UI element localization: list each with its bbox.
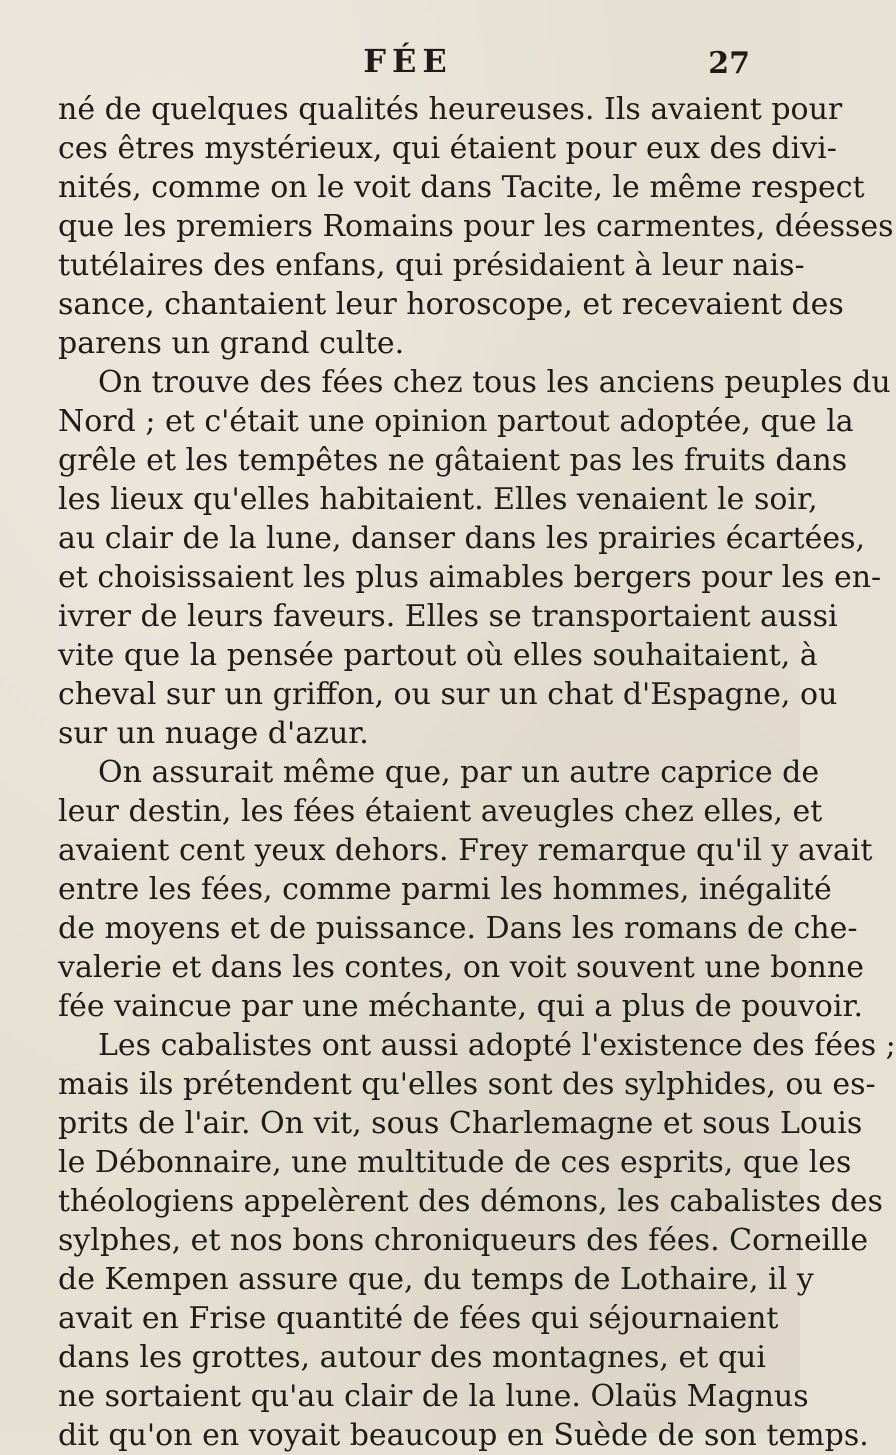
text-line: sylphes, et nos bons chroniqueurs des fées. Corneille [58,1223,869,1258]
text-line: vite que la pensée partout où elles souhaitaient, à [58,638,818,673]
text-line: On assurait même que, par un autre caprice de [98,755,820,790]
text-line: Les cabalistes ont aussi adopté l'existence des fées ; [98,1028,896,1063]
text-line: entre les fées, comme parmi les hommes, inégalité [58,872,832,907]
text-line: avait en Frise quantité de fées qui séjournaient [58,1301,779,1336]
text-line: prits de l'air. On vit, sous Charlemagne et sous Louis [58,1106,863,1141]
text-line: dit qu'on en voyait beaucoup en Suède de son temps. [58,1418,869,1453]
text-line: théologiens appelèrent des démons, les cabalistes des [58,1184,883,1219]
text-line: ne sortaient qu'au clair de la lune. Olaüs Magnus [58,1379,809,1414]
text-line: les lieux qu'elles habitaient. Elles venaient le soir, [58,482,818,517]
text-line: Nord ; et c'était une opinion partout adoptée, que la [58,404,854,439]
text-line: que les premiers Romains pour les carmentes, déesses [58,209,894,244]
page-number: 27 [708,46,750,81]
text-line: On trouve des fées chez tous les anciens peuples du [98,365,891,400]
paragraph-1 [58,90,894,363]
paragraph-3 [58,753,873,1026]
text-line: nités, comme on le voit dans Tacite, le même respect [58,170,865,205]
text-line: sur un nuage d'azur. [58,716,369,751]
body-text [58,90,896,1455]
page-header [56,42,760,82]
text-line: fée vaincue par une méchante, qui a plus de pouvoir. [58,989,864,1024]
text-line: dans les grottes, autour des montagnes, et qui [58,1340,766,1375]
text-line: ces êtres mystérieux, qui étaient pour eux des divi- [58,131,837,166]
text-line: au clair de la lune, danser dans les prairies écartées, [58,521,866,556]
text-line: cheval sur un griffon, ou sur un chat d'Espagne, ou [58,677,838,712]
running-title: FÉE [363,42,453,80]
text-line: ivrer de leurs faveurs. Elles se transportaient aussi [58,599,838,634]
text-line: et choisissaient les plus aimables bergers pour les en- [58,560,882,595]
paragraph-4 [58,1026,896,1455]
paragraph-2 [58,363,891,753]
text-line: mais ils prétendent qu'elles sont des sylphides, ou es- [58,1067,876,1102]
text-line: avaient cent yeux dehors. Frey remarque qu'il y avait [58,833,873,868]
text-line: de Kempen assure que, du temps de Lothaire, il y [58,1262,814,1297]
text-line: le Débonnaire, une multitude de ces esprits, que les [58,1145,852,1180]
text-line: grêle et les tempêtes ne gâtaient pas les fruits dans [58,443,848,478]
text-line: parens un grand culte. [58,326,405,361]
text-line: de moyens et de puissance. Dans les romans de che- [58,911,858,946]
text-line: sance, chantaient leur horoscope, et recevaient des [58,287,844,322]
text-line: leur destin, les fées étaient aveugles chez elles, et [58,794,823,829]
text-line: valerie et dans les contes, on voit souvent une bonne [58,950,864,985]
text-line: né de quelques qualités heureuses. Ils avaient pour [58,92,843,127]
text-line: tutélaires des enfans, qui présidaient à leur nais- [58,248,805,283]
